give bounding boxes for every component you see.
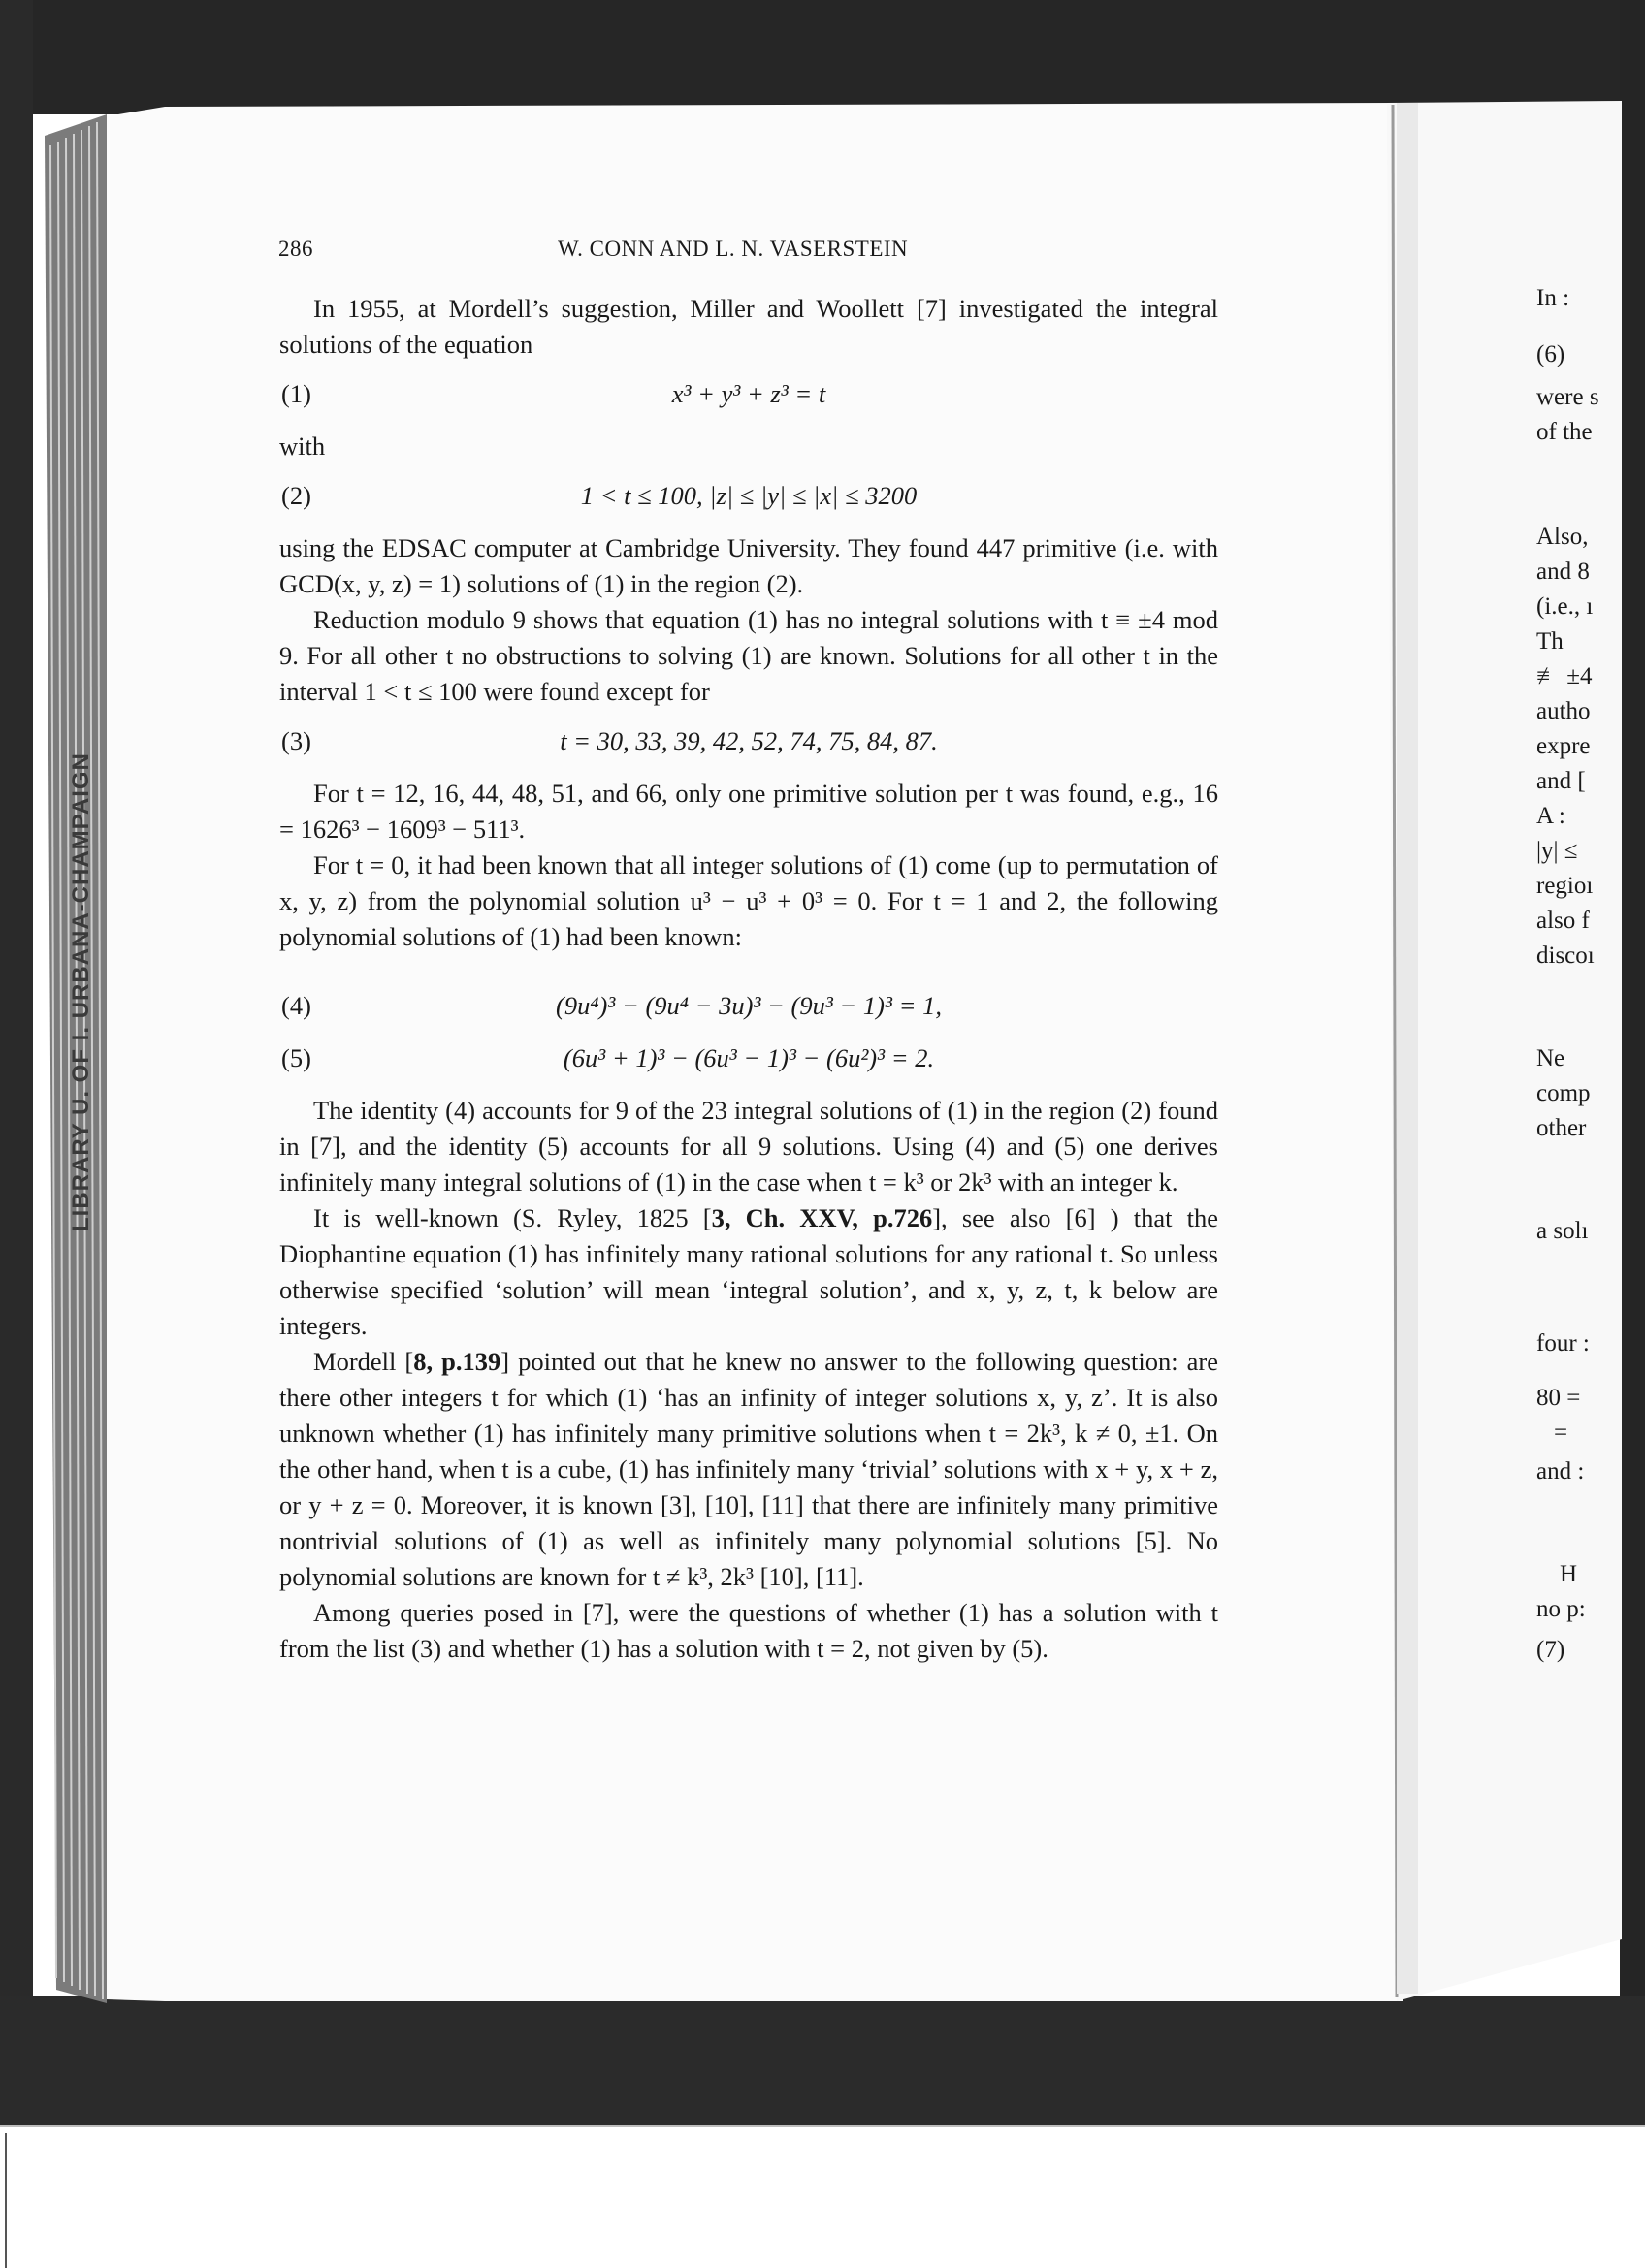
citation-ryley: 3, Ch. XXV, p.726 [711, 1203, 933, 1232]
spine-library-stamp: LIBRARY U. OF I. URBANA-CHAMPAIGN [68, 752, 94, 1231]
equation-2 [279, 478, 1218, 515]
fragment-line: Also, [1536, 524, 1589, 550]
paragraph-8-end: ] pointed out that he knew no answer to the following question: are there other integers t for which (1) ‘has an infinity of integer solutions x, y, z’. It is also unknown whether (1) has infinitely many primitive solutions when t = 2k³, k ≠ 0, ±1. On the other hand, when t is a cube, (1) has infinitely many ‘trivial’ solutions with x + y, x + z, or y + z = 0. Moreover, it is known [3], [10], [11] that there are infinitely many primitive nontrivial solutions of (1) as well as infinitely many polynomial solutions [5]. No polynomial solutions are known for t ≠ k³, 2k³ [10], [11]. [279, 1347, 1218, 1591]
fragment-line: regioı [1536, 873, 1594, 899]
paragraph-7-end: ], see also [6] ) that the Diophantine equation (1) has infinitely many rational solutions for any rational t. So unless otherwise specified ‘solution’ will mean ‘integral solution’, and x, y, z, t, k below are integers. [279, 1203, 1218, 1340]
fragment-line: and [ [1536, 768, 1586, 794]
fragment-line: (i.e., ı [1536, 593, 1594, 620]
equation-3-number: (3) [281, 726, 311, 755]
fragment-line: expre [1536, 733, 1591, 759]
fragment-line: four : [1536, 1330, 1590, 1357]
fragment-line: In : [1536, 285, 1570, 311]
page-number: 286 [278, 237, 313, 261]
equation-1-number: (1) [281, 379, 311, 408]
fragment-line: were s [1536, 384, 1599, 410]
paragraph-1: In 1955, at Mordell’s suggestion, Miller and Woollett [7] investigated the integral solutions of the equation [279, 294, 1218, 359]
fragment-line: H [1560, 1561, 1578, 1587]
equation-1 [279, 376, 1218, 413]
fragment-line: a solı [1536, 1218, 1589, 1244]
fragment-line: 80 = [1536, 1385, 1581, 1411]
equation-3 [279, 723, 1218, 760]
fragment-line: (6) [1536, 341, 1565, 367]
equation-5-number: (5) [281, 1043, 311, 1072]
article-body [279, 291, 1218, 1667]
paragraph-4: For t = 12, 16, 44, 48, 51, and 66, only one primitive solution per t was found, e.g., 16 = 1626³ − 1609³ − 511³. [279, 779, 1218, 844]
fragment-line: of the [1536, 419, 1593, 445]
fragment-line: discoı [1536, 942, 1595, 969]
fragment-line: and : [1536, 1458, 1585, 1485]
fragment-line: also f [1536, 908, 1590, 934]
paragraph-7-start: It is well-known (S. Ryley, 1825 [ [313, 1203, 712, 1232]
fragment-line: autho [1536, 698, 1591, 724]
fragment-line: = [1554, 1420, 1568, 1446]
paragraph-7 [279, 1200, 1218, 1344]
fragment-line: ≢ ±4 [1536, 663, 1593, 689]
paragraph-5: For t = 0, it had been known that all integer solutions of (1) come (up to permutation of x, y, z) from the polynomial solution u³ − u³ + 0³ = 0. For t = 1 and 2, the following polynomial solutions of (1) had been known: [279, 850, 1218, 951]
paragraph-8 [279, 1344, 1218, 1595]
equation-2-number: (2) [281, 481, 311, 510]
equation-5-expression: (6u³ + 1)³ − (6u³ − 1)³ − (6u²)³ = 2. [563, 1043, 935, 1072]
equation-4 [279, 988, 1218, 1025]
equation-1-expression: x³ + y³ + z³ = t [671, 379, 826, 408]
equation-4-expression: (9u⁴)³ − (9u⁴ − 3u)³ − (9u³ − 1)³ = 1, [556, 991, 942, 1020]
fragment-line: A : [1536, 803, 1565, 829]
equation-2-expression: 1 < t ≤ 100, |z| ≤ |y| ≤ |x| ≤ 3200 [580, 481, 918, 510]
paragraph-3: Reduction modulo 9 shows that equation (1) has no integral solutions with t ≡ ±4 mod 9. For all other t no obstructions to solving (1) are known. Solutions for all other t in the interval 1 < t ≤ 100 were found except for [279, 605, 1218, 706]
fragment-line: no p: [1536, 1596, 1586, 1622]
paragraph-6: The identity (4) accounts for 9 of the 23 integral solutions of (1) in the region (2) found in [7], and the identity (5) accounts for all 9 solutions. Using (4) and (5) one derives infinitely many integral solutions of (1) in the case when t = k³ or 2k³ with an integer k. [279, 1096, 1218, 1197]
equation-3-expression: t = 30, 33, 39, 42, 52, 74, 75, 84, 87. [560, 726, 938, 755]
equation-5 [279, 1040, 1218, 1077]
paragraph-2: using the EDSAC computer at Cambridge University. They found 447 primitive (i.e. with GCD(x, y, z) = 1) solutions of (1) in the region (2). [279, 533, 1218, 598]
equation-4-number: (4) [281, 991, 311, 1020]
facing-page-text [1536, 281, 1624, 1668]
fragment-line: Th [1536, 628, 1564, 655]
fragment-line: (7) [1536, 1637, 1565, 1663]
paragraph-9: Among queries posed in [7], were the questions of whether (1) has a solution with t from the list (3) and whether (1) has a solution with t = 2, not given by (5). [279, 1598, 1218, 1663]
fragment-line: comp [1536, 1080, 1591, 1106]
word-with: with [279, 431, 326, 461]
paragraph-8-start: Mordell [ [313, 1347, 414, 1376]
fragment-line: |y| ≤ [1536, 838, 1578, 864]
fragment-line: and 8 [1536, 559, 1590, 585]
fragment-line: other [1536, 1115, 1587, 1141]
running-head-authors: W. CONN AND L. N. VASERSTEIN [558, 237, 909, 261]
fragment-line: Ne [1536, 1045, 1565, 1071]
citation-mordell: 8, p.139 [413, 1347, 501, 1376]
